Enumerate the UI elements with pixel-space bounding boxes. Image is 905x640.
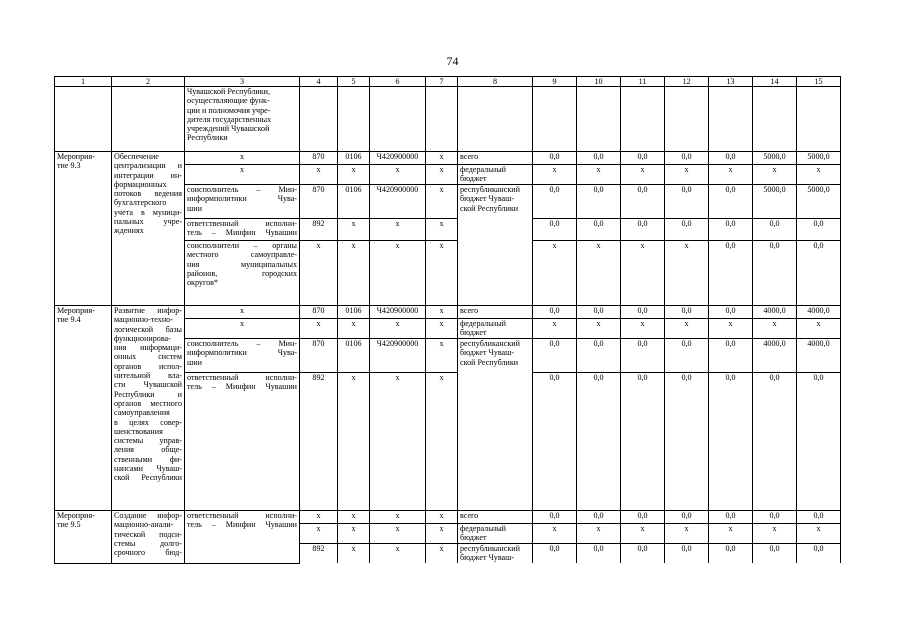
amount-cell: 0,0 — [577, 373, 621, 511]
name-cell — [112, 87, 185, 152]
event-label-cell-line: тие 9.4 — [57, 315, 81, 325]
funding-source-cell-line: федеральный — [460, 319, 506, 328]
section-cell: 0106 — [338, 152, 370, 165]
section-cell: x — [338, 165, 370, 185]
funding-source-cell — [458, 544, 533, 564]
amount-cell: 0,0 — [621, 511, 665, 524]
funding-source-cell-line: федеральный — [460, 524, 506, 533]
executor-cell-line: Чувашской Республики, — [187, 87, 270, 96]
amount-cell: 0,0 — [577, 219, 621, 241]
executor-cell — [185, 339, 300, 373]
event-label-cell-line: тие 9.3 — [57, 161, 81, 171]
funding-source-cell — [458, 511, 533, 524]
event-name-cell-line: пальных учре- — [114, 217, 182, 227]
event-name-cell-line: функционирова- — [114, 333, 171, 343]
event-name-cell-line: нительной вла- — [114, 371, 182, 381]
amount-cell: 0,0 — [797, 544, 841, 564]
grbs-cell: x — [300, 165, 338, 185]
event-name-cell-line: сти Чувашской — [114, 380, 182, 390]
continuation-row — [55, 87, 841, 152]
event-name-cell-line: потоков ведения — [114, 189, 182, 199]
amount-cell: 0,0 — [533, 219, 577, 241]
amount-cell: 5000,0 — [753, 152, 797, 165]
event-name-cell-line: интеграции ин- — [114, 170, 182, 180]
amount-cell: 4000,0 — [797, 339, 841, 373]
amount-cell: x — [533, 241, 577, 306]
amount-cell: 0,0 — [665, 219, 709, 241]
funding-source-cell-line: бюджет Чуваш- — [460, 194, 515, 204]
amount-cell: 0,0 — [709, 152, 753, 165]
grbs-cell: 870 — [300, 339, 338, 373]
amount-cell: 0,0 — [709, 544, 753, 564]
event-label-cell — [55, 511, 112, 564]
amount-cell: 4000,0 — [753, 339, 797, 373]
event-label-cell — [55, 306, 112, 511]
event-name-cell — [112, 152, 185, 306]
event-label-cell — [55, 152, 112, 306]
funding-source-cell-line: республиканский — [460, 544, 520, 553]
executor-cell-line: x — [239, 152, 245, 161]
amount-cell: 0,0 — [621, 373, 665, 511]
empty-cell — [577, 87, 621, 152]
event-name-cell-line: Создание инфор- — [114, 511, 182, 520]
expense-type-cell: x — [426, 524, 458, 544]
executor-cell-line: тель – Минфин Чувашии — [187, 228, 297, 238]
amount-cell: 0,0 — [665, 306, 709, 319]
grbs-cell: 892 — [300, 544, 338, 564]
target-article-cell: Ч420900000 — [370, 306, 426, 319]
amount-cell: 5000,0 — [797, 152, 841, 165]
amount-cell: 0,0 — [577, 152, 621, 165]
empty-cell — [533, 87, 577, 152]
budget-table — [54, 76, 841, 564]
amount-cell: 0,0 — [709, 219, 753, 241]
executor-cell-line: тель – Минфин Чувашии — [187, 520, 297, 530]
event-label-cell-line: Мероприя- — [57, 152, 95, 161]
amount-cell: 4000,0 — [753, 306, 797, 319]
amount-cell: 0,0 — [577, 511, 621, 524]
amount-cell: 0,0 — [533, 373, 577, 511]
section-cell: x — [338, 319, 370, 339]
amount-cell: x — [797, 165, 841, 185]
event-name-cell-line: стемы долго- — [114, 538, 182, 548]
expense-type-cell: x — [426, 339, 458, 373]
target-article-cell: x — [370, 524, 426, 544]
amount-cell: 0,0 — [533, 339, 577, 373]
funding-source-cell-line: ской Республики — [460, 203, 519, 213]
amount-cell: 0,0 — [533, 544, 577, 564]
empty-cell — [621, 87, 665, 152]
event-name-cell-line: органов местного — [114, 398, 182, 408]
column-number: 14 — [753, 77, 797, 87]
amount-cell: 0,0 — [709, 339, 753, 373]
amount-cell: 4000,0 — [797, 306, 841, 319]
column-number: 3 — [185, 77, 300, 87]
executor-cell-line: x — [239, 306, 245, 315]
amount-cell: x — [621, 319, 665, 339]
grbs-cell: 892 — [300, 373, 338, 511]
executor-cell — [185, 319, 300, 339]
target-article-cell: Ч420900000 — [370, 339, 426, 373]
empty-cell — [370, 87, 426, 152]
expense-type-cell: x — [426, 373, 458, 511]
event-name-cell-line: самоуправления — [114, 408, 170, 418]
event-name-cell-line: Развитие инфор- — [114, 306, 182, 315]
expense-type-cell: x — [426, 165, 458, 185]
empty-cell — [338, 87, 370, 152]
amount-cell: 5000,0 — [753, 185, 797, 219]
event-name-cell-line: мационно-техно- — [114, 315, 173, 325]
funding-source-cell-line: бюджет — [460, 174, 487, 184]
amount-cell: x — [577, 241, 621, 306]
event-name-cell-line: мационно-анали- — [114, 520, 174, 530]
amount-cell: 0,0 — [665, 373, 709, 511]
amount-cell: 0,0 — [797, 373, 841, 511]
amount-cell: x — [709, 319, 753, 339]
executor-cell — [185, 185, 300, 219]
executor-cell-line: ответственный исполни- — [187, 219, 297, 228]
event-name-cell-line: тической подси- — [114, 529, 182, 539]
executor-cell-line: ния муниципальных — [187, 259, 297, 269]
event-name-cell-line: логической базы — [114, 324, 182, 334]
event-name-cell-line: системы управ- — [114, 436, 182, 446]
event-name-cell-line: ственными фи- — [114, 454, 182, 464]
amount-cell: 0,0 — [533, 306, 577, 319]
target-article-cell: x — [370, 544, 426, 564]
funding-source-cell-line: бюджет — [460, 328, 487, 338]
amount-cell: x — [621, 165, 665, 185]
section-cell: x — [338, 219, 370, 241]
column-number: 15 — [797, 77, 841, 87]
section-cell: x — [338, 241, 370, 306]
expense-type-cell: x — [426, 241, 458, 306]
executor-cell-line: дителя государственных — [187, 114, 272, 124]
column-number: 9 — [533, 77, 577, 87]
executor-cell-line: x — [239, 165, 245, 174]
amount-cell: x — [577, 165, 621, 185]
funding-source-cell-line: всего — [460, 306, 479, 315]
event-name-cell-line: ской Республики — [114, 473, 182, 483]
amount-cell: 0,0 — [533, 152, 577, 165]
executor-cell — [185, 511, 300, 564]
target-article-cell: x — [370, 373, 426, 511]
amount-cell: x — [533, 165, 577, 185]
event-name-cell-line: Республики и — [114, 389, 182, 399]
funding-source-cell-line: республиканский — [460, 185, 520, 194]
column-number: 4 — [300, 77, 338, 87]
amount-cell: x — [665, 241, 709, 306]
amount-cell: x — [797, 319, 841, 339]
executor-cell-line: шии — [187, 203, 202, 213]
funding-source-cell-line: всего — [460, 152, 479, 161]
amount-cell: x — [753, 165, 797, 185]
event-name-cell-line: в целях совер- — [114, 417, 182, 427]
empty-cell — [665, 87, 709, 152]
funding-source-cell-line: ской Республики — [460, 357, 519, 367]
executor-cell-line: шии — [187, 357, 202, 367]
executor-cell-line: осуществляющие функ- — [187, 96, 270, 106]
amount-cell: 0,0 — [709, 306, 753, 319]
event-name-cell-line: учета в муници- — [114, 207, 182, 217]
funding-source-cell — [458, 185, 533, 306]
column-number: 10 — [577, 77, 621, 87]
expense-type-cell: x — [426, 306, 458, 319]
event-label-cell-line: Мероприя- — [57, 306, 95, 315]
amount-cell: x — [797, 524, 841, 544]
grbs-cell: 870 — [300, 152, 338, 165]
funding-source-cell — [458, 306, 533, 319]
executor-cell — [185, 152, 300, 165]
executor-cell-line: Республики — [187, 133, 228, 143]
column-number-row — [55, 77, 841, 87]
amount-cell: 0,0 — [665, 185, 709, 219]
amount-cell: 0,0 — [621, 544, 665, 564]
expense-type-cell: x — [426, 152, 458, 165]
amount-cell: 0,0 — [621, 339, 665, 373]
target-article-cell: x — [370, 319, 426, 339]
target-article-cell: x — [370, 219, 426, 241]
grbs-cell: 870 — [300, 306, 338, 319]
expense-type-cell: x — [426, 319, 458, 339]
funding-source-cell — [458, 339, 533, 511]
event-row — [55, 152, 841, 165]
amount-cell: x — [753, 319, 797, 339]
column-number: 7 — [426, 77, 458, 87]
amount-cell: 0,0 — [753, 511, 797, 524]
event-name-cell-line: бухгалтерского — [114, 198, 167, 208]
event-name-cell-line: ния информаци- — [114, 343, 182, 353]
event-name-cell — [112, 306, 185, 511]
executor-cell — [185, 165, 300, 185]
page-number: 74 — [446, 54, 459, 68]
column-number: 13 — [709, 77, 753, 87]
column-number: 6 — [370, 77, 426, 87]
amount-cell: x — [621, 241, 665, 306]
amount-cell: 0,0 — [797, 219, 841, 241]
event-name-cell-line: Обеспечение — [114, 152, 159, 161]
funding-source-cell — [458, 524, 533, 544]
amount-cell: 0,0 — [797, 511, 841, 524]
amount-cell: x — [577, 319, 621, 339]
executor-cell-line: районов, городских — [187, 268, 297, 278]
executor-cell-line: местного самоуправле- — [187, 250, 297, 260]
empty-cell — [797, 87, 841, 152]
section-cell: x — [338, 544, 370, 564]
executor-cell-line: соисполнитель – Мин- — [187, 339, 297, 348]
column-number: 2 — [112, 77, 185, 87]
target-article-cell: x — [370, 165, 426, 185]
section-cell: x — [338, 524, 370, 544]
amount-cell: 0,0 — [577, 185, 621, 219]
section-cell: 0106 — [338, 339, 370, 373]
executor-cell-line: соисполнитель – Мин- — [187, 185, 297, 194]
amount-cell: 0,0 — [621, 219, 665, 241]
amount-cell: 0,0 — [577, 306, 621, 319]
amount-cell: 0,0 — [533, 511, 577, 524]
executor-cell-line: информполитики Чува- — [187, 348, 297, 358]
amount-cell: 0,0 — [797, 241, 841, 306]
amount-cell: x — [709, 524, 753, 544]
event-name-cell-line: ления обще- — [114, 445, 182, 455]
target-article-cell: Ч420900000 — [370, 152, 426, 165]
funding-source-cell-line: бюджет — [460, 533, 487, 543]
amount-cell: 0,0 — [709, 185, 753, 219]
executor-cell-line: ответственный исполни- — [187, 511, 297, 520]
event-label-cell-line: Мероприя- — [57, 511, 95, 520]
executor-cell-line: учреждений Чувашской — [187, 124, 270, 134]
section-cell: 0106 — [338, 185, 370, 219]
amount-cell: 0,0 — [665, 339, 709, 373]
amount-cell: 0,0 — [709, 241, 753, 306]
funding-source-cell-line: федеральный — [460, 165, 506, 174]
label-cell — [55, 87, 112, 152]
empty-cell — [753, 87, 797, 152]
executor-cell — [185, 87, 300, 152]
grbs-cell: 870 — [300, 185, 338, 219]
grbs-cell: x — [300, 511, 338, 524]
section-cell: x — [338, 511, 370, 524]
executor-cell-line: ции и полномочия учре- — [187, 105, 271, 115]
funding-source-cell-line: бюджет Чуваш- — [460, 553, 515, 563]
executor-cell-line: ответственный исполни- — [187, 373, 297, 382]
empty-cell — [709, 87, 753, 152]
amount-cell: 0,0 — [709, 373, 753, 511]
funding-source-cell-line: республиканский — [460, 339, 520, 348]
funding-source-cell — [458, 319, 533, 339]
amount-cell: 5000,0 — [797, 185, 841, 219]
amount-cell: 0,0 — [753, 241, 797, 306]
column-number: 11 — [621, 77, 665, 87]
event-row — [55, 306, 841, 319]
amount-cell: x — [753, 524, 797, 544]
amount-cell: 0,0 — [621, 185, 665, 219]
amount-cell: 0,0 — [621, 152, 665, 165]
expense-type-cell: x — [426, 511, 458, 524]
amount-cell: x — [621, 524, 665, 544]
expense-type-cell: x — [426, 544, 458, 564]
amount-cell: x — [709, 165, 753, 185]
amount-cell: 0,0 — [709, 511, 753, 524]
executor-cell-line: округов* — [187, 278, 218, 288]
funding-source-cell-line: всего — [460, 511, 479, 520]
amount-cell: 0,0 — [665, 511, 709, 524]
funding-source-cell — [458, 152, 533, 165]
amount-cell: x — [665, 524, 709, 544]
amount-cell: x — [533, 319, 577, 339]
amount-cell: 0,0 — [577, 339, 621, 373]
target-article-cell: Ч420900000 — [370, 185, 426, 219]
amount-cell: x — [665, 319, 709, 339]
amount-cell: x — [577, 524, 621, 544]
executor-cell — [185, 373, 300, 511]
target-article-cell: x — [370, 511, 426, 524]
empty-cell — [458, 87, 533, 152]
amount-cell: 0,0 — [533, 185, 577, 219]
event-name-cell-line: срочного бюд- — [114, 548, 182, 558]
event-name-cell-line: ждениях — [114, 226, 144, 236]
event-row — [55, 511, 841, 524]
event-name-cell-line: шенствования — [114, 426, 163, 436]
event-name-cell — [112, 511, 185, 564]
event-name-cell-line: онных систем — [114, 352, 182, 362]
amount-cell: x — [665, 165, 709, 185]
section-cell: x — [338, 373, 370, 511]
section-cell: 0106 — [338, 306, 370, 319]
expense-type-cell: x — [426, 185, 458, 219]
grbs-cell: x — [300, 241, 338, 306]
event-name-cell-line: органов испол- — [114, 361, 182, 371]
executor-cell-line: информполитики Чува- — [187, 194, 297, 204]
executor-cell — [185, 241, 300, 306]
amount-cell: 0,0 — [753, 544, 797, 564]
amount-cell: 0,0 — [577, 544, 621, 564]
empty-cell — [300, 87, 338, 152]
executor-cell-line: соисполнители – органы — [187, 241, 297, 250]
event-name-cell-line: формационных — [114, 179, 167, 189]
expense-type-cell: x — [426, 219, 458, 241]
funding-source-cell — [458, 165, 533, 185]
empty-cell — [426, 87, 458, 152]
column-number: 12 — [665, 77, 709, 87]
executor-cell — [185, 306, 300, 319]
column-number: 1 — [55, 77, 112, 87]
executor-cell-line: x — [239, 319, 245, 328]
funding-source-cell-line: бюджет Чуваш- — [460, 348, 515, 358]
grbs-cell: x — [300, 319, 338, 339]
event-label-cell-line: тие 9.5 — [57, 520, 81, 530]
event-name-cell-line: нансами Чуваш- — [114, 464, 182, 474]
column-number: 5 — [338, 77, 370, 87]
grbs-cell: 892 — [300, 219, 338, 241]
amount-cell: 0,0 — [753, 373, 797, 511]
column-number: 8 — [458, 77, 533, 87]
amount-cell: x — [533, 524, 577, 544]
event-name-cell-line: централизации и — [114, 161, 182, 171]
amount-cell: 0,0 — [665, 152, 709, 165]
amount-cell: 0,0 — [621, 306, 665, 319]
amount-cell: 0,0 — [665, 544, 709, 564]
grbs-cell: x — [300, 524, 338, 544]
target-article-cell: x — [370, 241, 426, 306]
executor-cell-line: тель – Минфин Чувашии — [187, 382, 297, 392]
executor-cell — [185, 219, 300, 241]
amount-cell: 0,0 — [753, 219, 797, 241]
